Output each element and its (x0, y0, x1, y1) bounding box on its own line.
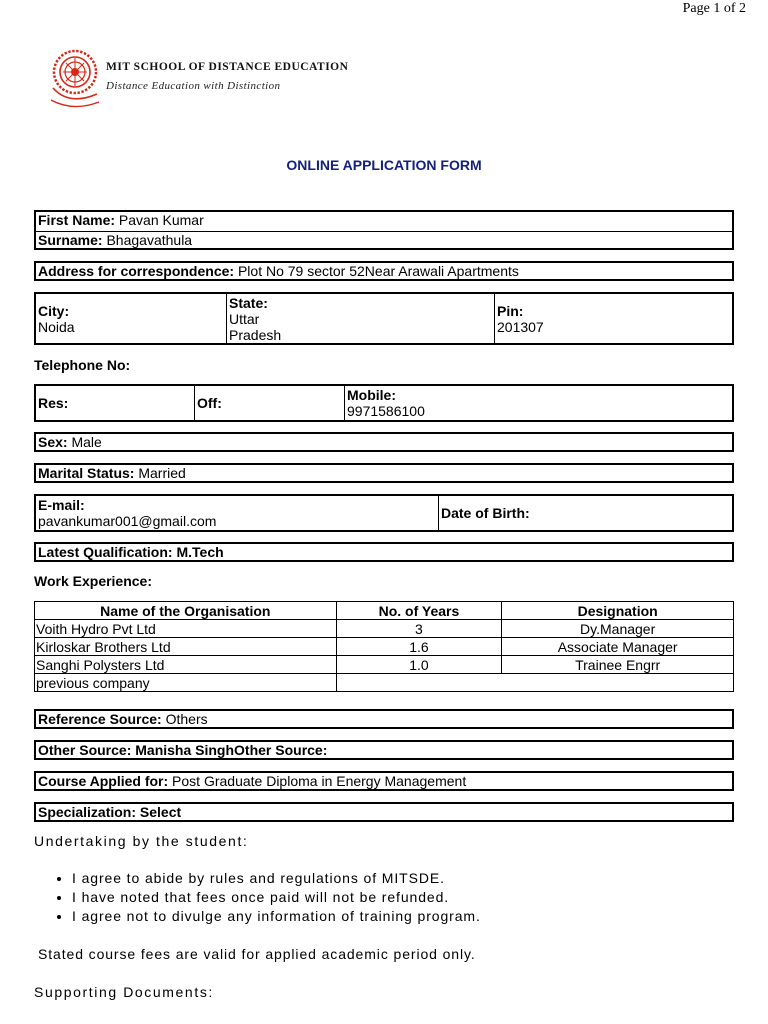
organisation-cell: Kirloskar Brothers Ltd (35, 638, 337, 656)
column-header-years: No. of Years (336, 602, 502, 620)
pin-value: 201307 (497, 318, 544, 335)
school-tagline: Distance Education with Distinction (106, 80, 281, 92)
surname-value: Bhagavathula (106, 232, 193, 248)
dob-label: Date of Birth: (441, 505, 530, 521)
mobile-label: Mobile: (347, 387, 396, 403)
undertaking-list (34, 869, 481, 926)
address-label: Address for correspondence: (38, 263, 235, 279)
sex-label: Sex: (38, 434, 68, 450)
reference-source-field (36, 711, 732, 727)
other-source-field: Other Source: Manisha SinghOther Source: (38, 742, 328, 758)
fees-note: Stated course fees are valid for applied academic period only. (38, 946, 476, 962)
table-row (35, 656, 734, 674)
mit-seal-icon (49, 46, 105, 112)
marital-status-label: Marital Status: (38, 465, 135, 481)
reference-source-row (34, 709, 734, 729)
city-label: City: (38, 302, 70, 319)
telephone-row (34, 384, 734, 422)
supporting-documents-heading: Supporting Documents: (34, 984, 214, 1000)
address-value: Plot No 79 sector 52Near Arawali Apartments (237, 263, 519, 279)
list-item: • I agree to abide by rules and regulations of MITSDE. (72, 869, 481, 888)
pin-label: Pin: (497, 302, 524, 319)
res-label: Res: (38, 395, 69, 411)
list-item: • I have noted that fees once paid will not be refunded. (72, 888, 481, 907)
table-footer-row (35, 674, 734, 692)
state-value-line2: Pradesh (229, 326, 282, 343)
other-source-row (34, 740, 734, 760)
designation-cell: Dy.Manager (502, 620, 734, 638)
table-row (35, 620, 734, 638)
surname-row (36, 232, 732, 250)
email-field (36, 496, 438, 530)
location-row (34, 292, 734, 345)
course-label: Course Applied for: (38, 773, 169, 789)
years-cell: 3 (336, 620, 502, 638)
first-name-field (36, 212, 206, 231)
column-header-organisation: Name of the Organisation (35, 602, 337, 620)
state-label: State: (229, 294, 268, 311)
work-experience-table (34, 601, 734, 692)
marital-status-row (34, 463, 734, 483)
course-field (36, 773, 732, 789)
reference-source-value: Others (165, 711, 208, 727)
designation-cell: Trainee Engrr (502, 656, 734, 674)
first-name-row (36, 212, 732, 232)
pin-field (494, 294, 732, 343)
table-row (35, 638, 734, 656)
qualification-field: Latest Qualification: M.Tech (38, 544, 224, 560)
off-field (194, 386, 344, 420)
address-row (34, 261, 734, 281)
school-name: MIT SCHOOL OF DISTANCE EDUCATION (106, 61, 349, 73)
off-label: Off: (197, 395, 222, 411)
surname-label: Surname: (38, 232, 103, 248)
specialization-field: Specialization: Select (38, 804, 182, 820)
email-label: E-mail: (38, 497, 85, 513)
email-dob-row (34, 494, 734, 532)
form-title: ONLINE APPLICATION FORM (286, 157, 482, 173)
reference-source-label: Reference Source: (38, 711, 162, 727)
mobile-field (344, 386, 732, 420)
list-item: • I agree not to divulge any information of training program. (72, 907, 481, 926)
address-field (36, 263, 732, 279)
surname-field (36, 232, 194, 250)
specialization-row (34, 802, 734, 822)
first-name-value: Pavan Kumar (118, 212, 204, 228)
course-row (34, 771, 734, 791)
undertaking-heading: Undertaking by the student: (34, 833, 249, 849)
name-section (34, 210, 734, 250)
table-header-row (35, 602, 734, 620)
first-name-label: First Name: (38, 212, 116, 228)
designation-cell: Associate Manager (502, 638, 734, 656)
res-field (36, 386, 194, 420)
years-cell: 1.0 (336, 656, 502, 674)
sex-row (34, 432, 734, 452)
years-cell: 1.6 (336, 638, 502, 656)
dob-field (438, 496, 732, 530)
state-field (226, 294, 494, 343)
page-number: Page 1 of 2 (682, 1, 746, 16)
email-value: pavankumar001@gmail.com (38, 513, 217, 529)
state-value-line1: Uttar (229, 310, 260, 327)
organisation-cell: Sanghi Polysters Ltd (35, 656, 337, 674)
marital-status-field (36, 465, 732, 481)
previous-company-value (336, 674, 733, 692)
mobile-value: 9971586100 (347, 403, 425, 419)
sex-value: Male (71, 434, 102, 450)
marital-status-value: Married (138, 465, 186, 481)
sex-field (36, 434, 732, 450)
city-field (36, 294, 226, 343)
previous-company-label: previous company (35, 674, 337, 692)
qualification-row (34, 542, 734, 562)
city-value: Noida (38, 318, 75, 335)
work-experience-heading: Work Experience: (34, 573, 153, 589)
telephone-heading: Telephone No: (34, 357, 131, 373)
organisation-cell: Voith Hydro Pvt Ltd (35, 620, 337, 638)
course-value: Post Graduate Diploma in Energy Management (172, 773, 467, 789)
column-header-designation: Designation (502, 602, 734, 620)
